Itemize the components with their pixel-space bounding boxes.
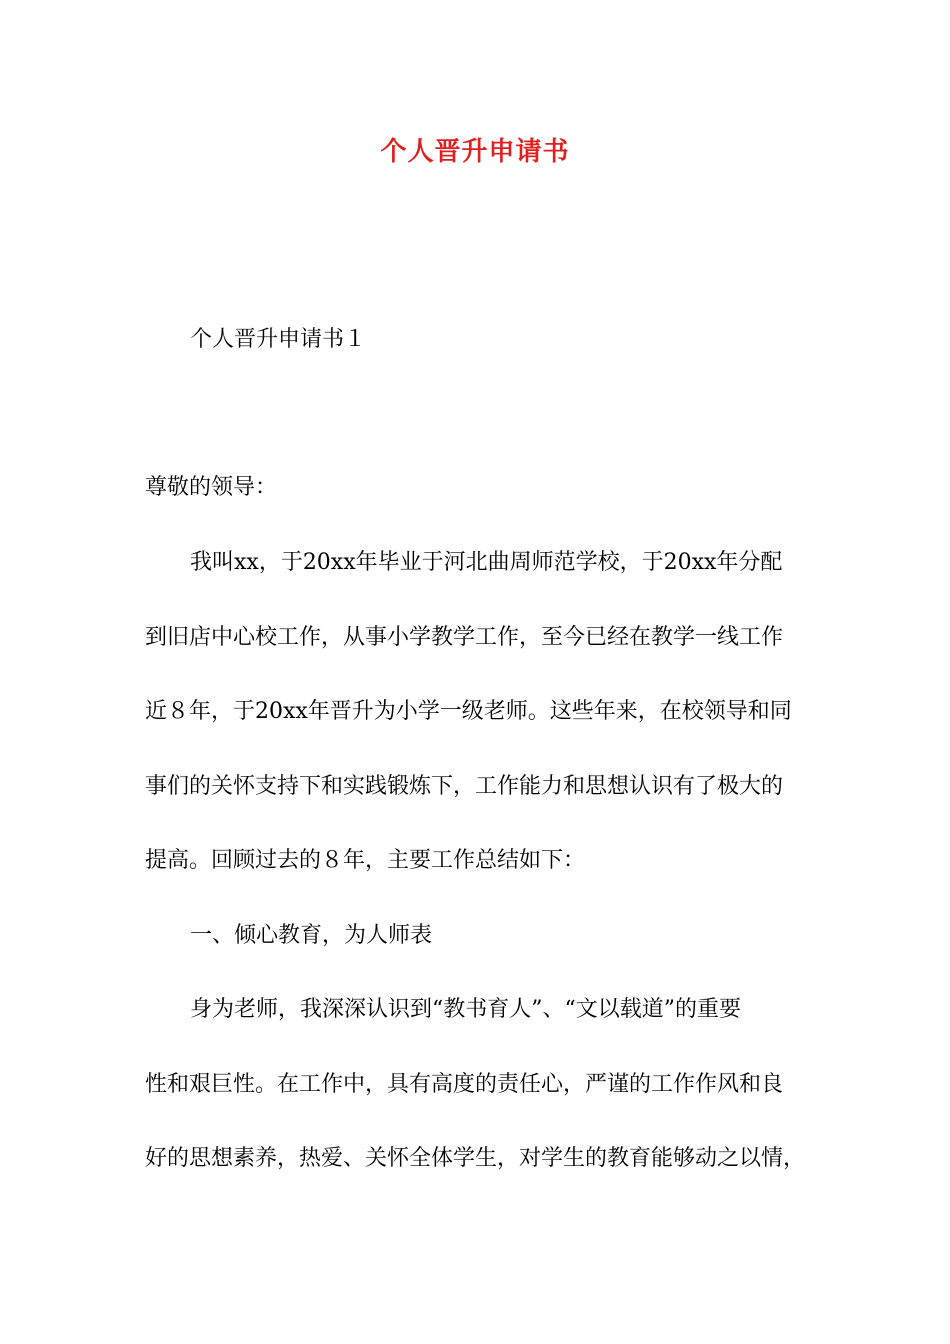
document-title: 个人晋升申请书 (380, 137, 570, 167)
paragraph-line: 近８年，于20xx年晋升为小学一级老师。这些年来，在校领导和同 (145, 699, 792, 724)
paragraph-line: 提高。回顾过去的８年，主要工作总结如下： (145, 848, 586, 873)
paragraph-line: 我叫xx，于20xx年毕业于河北曲周师范学校，于20xx年分配 (190, 550, 783, 575)
paragraph-line: 到旧店中心校工作，从事小学教学工作，至今已经在教学一线工作 (145, 625, 784, 650)
salutation: 尊敬的领导： (145, 475, 278, 500)
section-heading: 一、倾心教育，为人师表 (190, 923, 433, 948)
paragraph-line: 性和艰巨性。在工作中，具有高度的责任心，严谨的工作作风和良 (145, 1072, 784, 1097)
paragraph-line: 事们的关怀支持下和实践锻炼下，工作能力和思想认识有了极大的 (145, 774, 784, 799)
section-heading: 个人晋升申请书１ (190, 327, 367, 352)
paragraph-line: 身为老师，我深深认识到“教书育人”、“文以载道”的重要 (190, 997, 741, 1022)
paragraph-line: 好的思想素养，热爱、关怀全体学生，对学生的教育能够动之以情， (145, 1146, 806, 1171)
